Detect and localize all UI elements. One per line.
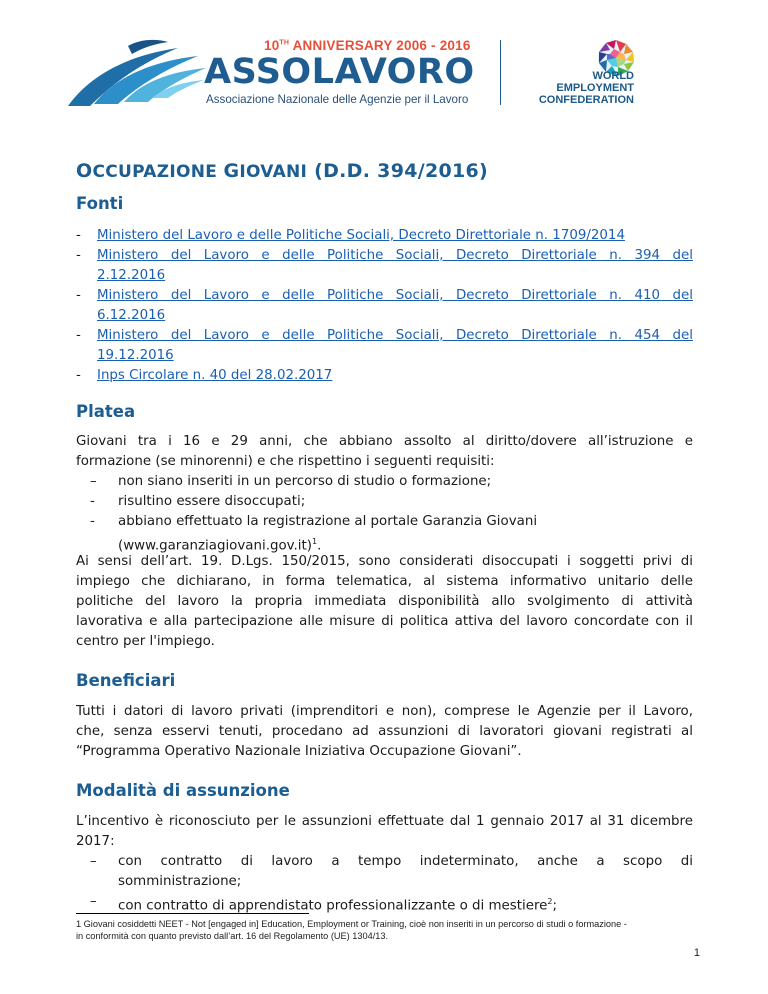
source-link-cont[interactable]: 2.12.2016: [97, 268, 166, 283]
requirement-item: non siano inseriti in un percorso di studio o formazione;: [118, 474, 492, 489]
source-link[interactable]: Ministero del Lavoro e delle Politiche Sociali, Decreto Direttoriale n. 410 del: [97, 288, 693, 303]
requirement-item-cont: (www.garanziagiovani.gov.it)$^1$.: [118, 537, 322, 554]
page-number: 1: [693, 947, 700, 959]
contract-item-cont: somministrazione;: [118, 874, 242, 889]
source-link[interactable]: Ministero del Lavoro e delle Politiche Sociali, Decreto Direttoriale n. 394 del: [97, 248, 693, 263]
paragraph-line: 2017:: [76, 834, 115, 849]
section-heading-fonti: Fonti: [76, 194, 124, 213]
paragraph-line: Ai sensi dell’art. 19. D.Lgs. 150/2015, sono considerati disoccupati i soggetti privi di: [76, 554, 693, 569]
brand-subtitle: Associazione Nazionale delle Agenzie per il Lavoro: [206, 93, 469, 106]
section-heading-modalita: Modalità di assunzione: [76, 781, 290, 800]
paragraph-line: “Programma Operativo Nazionale Iniziativa Occupazione Giovani”.: [76, 744, 522, 759]
source-link-cont[interactable]: 19.12.2016: [97, 348, 174, 363]
brand-name: ASSOLAVORO: [204, 52, 475, 92]
paragraph-line: L’incentivo è riconosciuto per le assunzioni effettuate dal 1 gennaio 2017 al 31 dicembre: [76, 814, 693, 829]
contract-item: con contratto di lavoro a tempo indeterminato, anche a scopo di: [118, 854, 693, 869]
paragraph-line: Giovani tra i 16 e 29 anni, che abbiano assolto al diritto/dovere all’istruzione e: [76, 434, 693, 449]
assolavoro-logo-mark: [68, 38, 208, 108]
footnote-separator: [76, 913, 309, 914]
section-heading-beneficiari: Beneficiari: [76, 671, 176, 690]
paragraph-line: lavorativa e alla partecipazione alle misure di politica attiva del lavoro concordate con il: [76, 614, 693, 629]
wec-name: WORLD EMPLOYMENT CONFEDERATION: [538, 70, 634, 106]
page-title: OCCUPAZIONE GIOVANI (D.D. 394/2016): [76, 160, 489, 182]
source-link[interactable]: Inps Circolare n. 40 del 28.02.2017: [97, 368, 333, 383]
anniversary-tagline: 10TH ANNIVERSARY 2006 - 2016: [264, 38, 471, 53]
requirement-item: risultino essere disoccupati;: [118, 494, 306, 509]
source-link-cont[interactable]: 6.12.2016: [97, 308, 166, 323]
source-link[interactable]: Ministero del Lavoro e delle Politiche Sociali, Decreto Direttoriale n. 1709/2014: [97, 228, 625, 243]
paragraph-line: impiego che dichiarano, in forma telematica, al sistema informativo unitario delle: [76, 574, 693, 589]
requirement-item: abbiano effettuato la registrazione al portale Garanzia Giovani: [118, 514, 538, 529]
contract-item: con contratto di apprendistato professionalizzante o di mestiere$^2$;: [118, 897, 558, 914]
header-divider: [500, 40, 501, 105]
section-heading-platea: Platea: [76, 402, 136, 421]
paragraph-line: che, senza esservi tenuti, procedano ad assunzioni di lavoratori giovani registrati al: [76, 724, 693, 739]
paragraph-line: formazione (se minorenni) e che rispettino i seguenti requisiti:: [76, 454, 495, 469]
letterhead: [0, 0, 768, 130]
paragraph-line: centro per l'impiego.: [76, 634, 215, 649]
paragraph-line: politiche del lavoro la propria immediata disponibilità allo svolgimento di attività: [76, 594, 693, 609]
footnote: 1 Giovani cosiddetti NEET - Not [engaged in] Education, Employment or Training, cioè non inseriti in un percorso di studi o formazione - in conformità con quanto previsto dall’art. 16 del Regolamento (UE) 1304/13.: [76, 919, 627, 941]
paragraph-line: Tutti i datori di lavoro privati (imprenditori e non), comprese le Agenzie per il Lavoro,: [76, 704, 693, 719]
source-link[interactable]: Ministero del Lavoro e delle Politiche Sociali, Decreto Direttoriale n. 454 del: [97, 328, 693, 343]
